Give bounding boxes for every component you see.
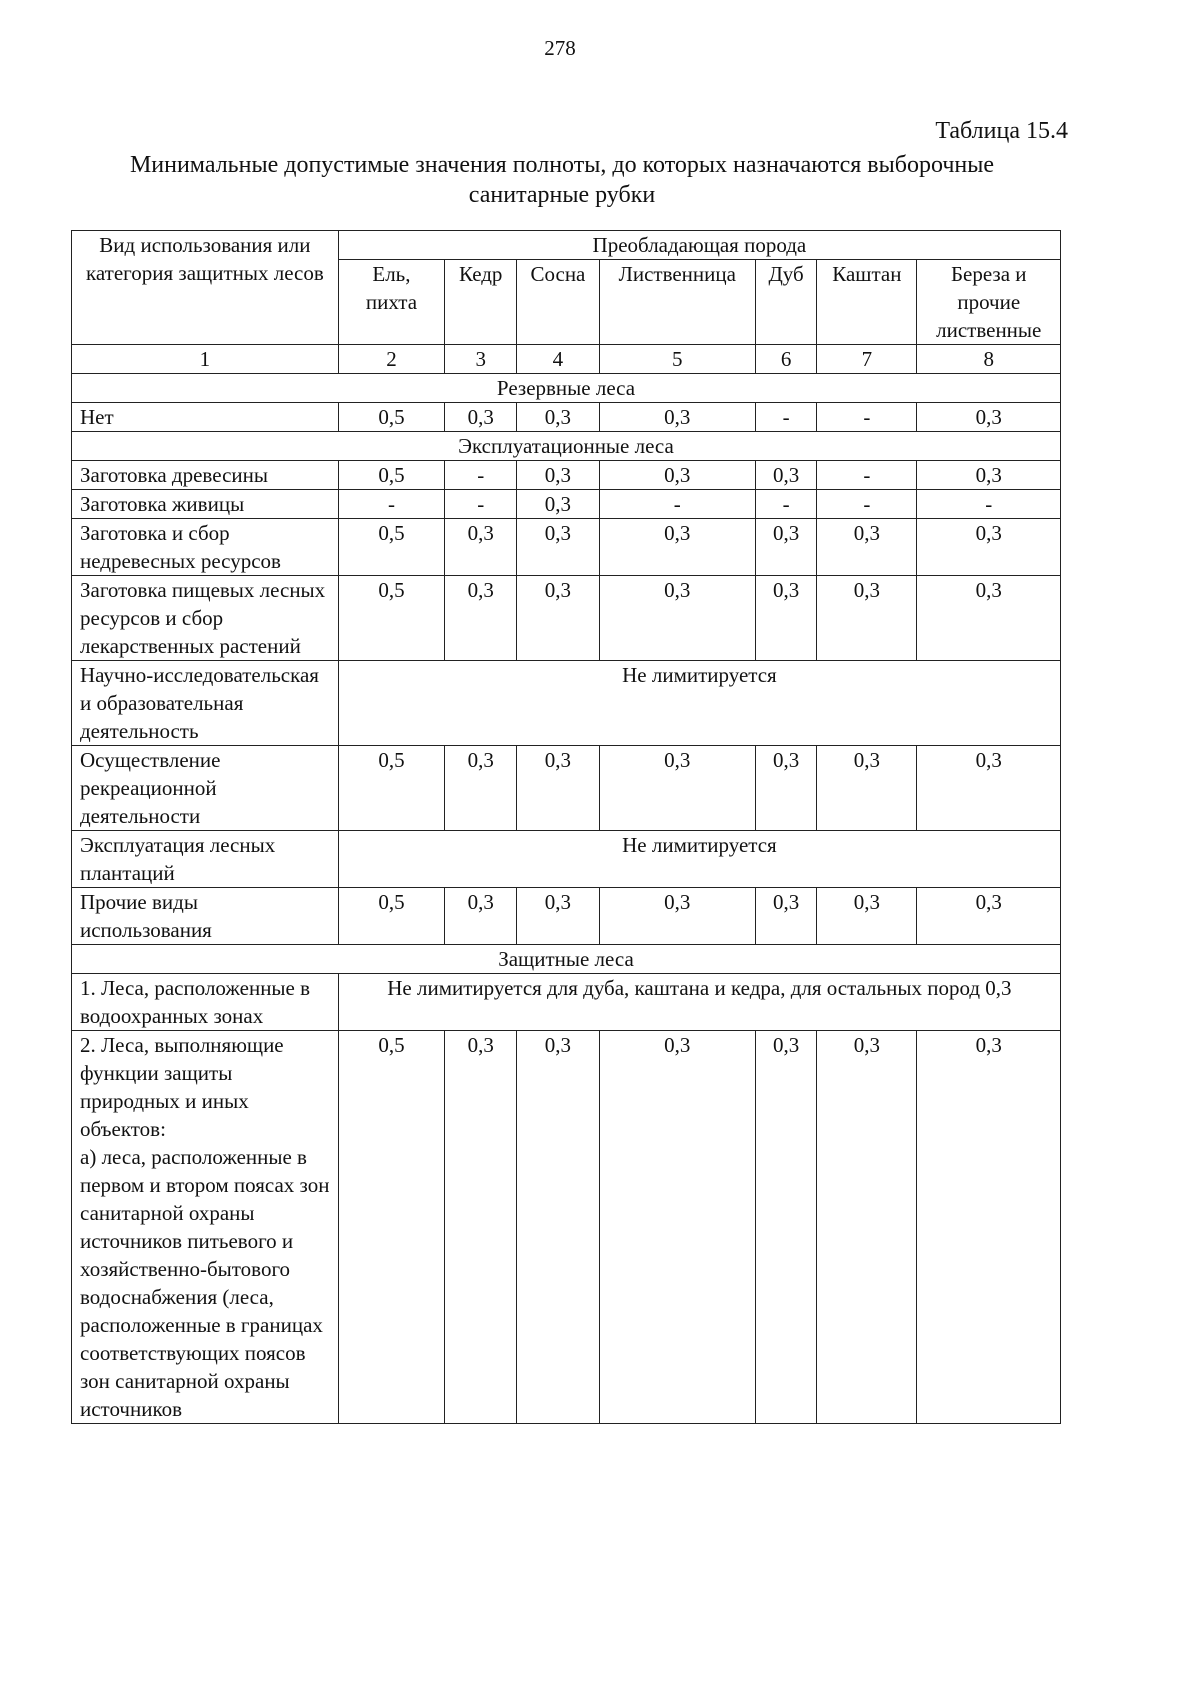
table-row <box>72 576 1061 661</box>
header-species: Береза и прочие лиственные <box>917 260 1061 345</box>
cell-value: 0,3 <box>917 1031 1061 1424</box>
cell-value: - <box>756 403 817 432</box>
column-number: 3 <box>445 345 517 374</box>
column-number: 6 <box>756 345 817 374</box>
cell-value: 0,3 <box>756 746 817 831</box>
table-row <box>72 974 1061 1031</box>
cell-value: 0,5 <box>338 1031 444 1424</box>
merged-cell-note: Не лимитируется для дуба, каштана и кедра, для остальных пород 0,3 <box>338 974 1060 1031</box>
cell-value: 0,3 <box>917 461 1061 490</box>
cell-value: 0,3 <box>599 576 755 661</box>
cell-value: 0,3 <box>917 888 1061 945</box>
cell-value: 0,5 <box>338 746 444 831</box>
section-row <box>72 374 1061 403</box>
row-label: Заготовка живицы <box>72 490 339 519</box>
row-label: Заготовка пищевых лесных ресурсов и сбор лекарственных растений <box>72 576 339 661</box>
header-species-group: Преобладающая порода <box>338 231 1060 260</box>
fullness-table <box>71 230 1061 1424</box>
cell-value: 0,5 <box>338 519 444 576</box>
table-row <box>72 888 1061 945</box>
table-row <box>72 461 1061 490</box>
cell-value: 0,3 <box>817 519 917 576</box>
cell-value: 0,3 <box>599 888 755 945</box>
cell-value: 0,3 <box>517 1031 599 1424</box>
header-species: Лиственница <box>599 260 755 345</box>
cell-value: - <box>917 490 1061 519</box>
cell-value: 0,3 <box>445 576 517 661</box>
column-number: 1 <box>72 345 339 374</box>
cell-value: 0,3 <box>517 519 599 576</box>
section-row <box>72 945 1061 974</box>
row-label: Нет <box>72 403 339 432</box>
cell-value: 0,5 <box>338 461 444 490</box>
table-title: Минимальные допустимые значения полноты, до которых назначаются выборочные санитарные рубки <box>129 152 995 208</box>
cell-value: 0,3 <box>599 461 755 490</box>
table-row <box>72 519 1061 576</box>
cell-value: 0,3 <box>817 1031 917 1424</box>
page-number: 278 <box>544 36 576 60</box>
section-exploitation-forests: Эксплуатационные леса <box>72 432 1061 461</box>
cell-value: 0,3 <box>517 490 599 519</box>
row-label <box>72 1031 339 1424</box>
cell-value: 0,3 <box>817 576 917 661</box>
cell-value: 0,3 <box>517 888 599 945</box>
cell-value: 0,3 <box>599 403 755 432</box>
cell-value: 0,3 <box>445 403 517 432</box>
cell-value: 0,3 <box>756 519 817 576</box>
cell-value: - <box>817 461 917 490</box>
header-usage-type: Вид использования или категория защитных лесов <box>72 231 339 345</box>
cell-value: 0,3 <box>756 461 817 490</box>
table-row <box>72 490 1061 519</box>
cell-value: 0,3 <box>756 1031 817 1424</box>
cell-value: 0,3 <box>445 888 517 945</box>
row-label-sub: а) леса, расположенные в первом и втором поясах зон санитарной охраны источников питьевого и хозяйственно-бытового водоснабжения (леса, расположенные в границах соответствующих поясов зон санитарной охраны источников <box>80 1145 330 1421</box>
cell-value: 0,3 <box>917 576 1061 661</box>
cell-value: - <box>817 403 917 432</box>
header-species: Кедр <box>445 260 517 345</box>
section-reserve-forests: Резервные леса <box>72 374 1061 403</box>
section-row <box>72 432 1061 461</box>
cell-value: - <box>817 490 917 519</box>
cell-value: 0,5 <box>338 888 444 945</box>
row-label: Прочие виды использования <box>72 888 339 945</box>
cell-value: 0,3 <box>599 1031 755 1424</box>
cell-value: 0,5 <box>338 576 444 661</box>
merged-cell-not-limited: Не лимитируется <box>338 831 1060 888</box>
cell-value: 0,3 <box>917 519 1061 576</box>
column-number: 2 <box>338 345 444 374</box>
row-label: Заготовка древесины <box>72 461 339 490</box>
header-species: Ель, пихта <box>338 260 444 345</box>
cell-value: 0,3 <box>599 519 755 576</box>
cell-value: 0,3 <box>817 888 917 945</box>
row-label: Научно-исследовательская и образовательная деятельность <box>72 661 339 746</box>
column-number-row <box>72 345 1061 374</box>
cell-value: - <box>445 461 517 490</box>
cell-value: 0,3 <box>599 746 755 831</box>
header-species: Сосна <box>517 260 599 345</box>
merged-cell-not-limited: Не лимитируется <box>338 661 1060 746</box>
column-number: 7 <box>817 345 917 374</box>
row-label: Осуществление рекреационной деятельности <box>72 746 339 831</box>
cell-value: - <box>445 490 517 519</box>
cell-value: 0,3 <box>445 519 517 576</box>
header-species: Каштан <box>817 260 917 345</box>
cell-value: 0,3 <box>517 576 599 661</box>
cell-value: - <box>338 490 444 519</box>
row-label: Эксплуатация лесных плантаций <box>72 831 339 888</box>
header-row-1 <box>72 231 1061 260</box>
table-row <box>72 746 1061 831</box>
table-row <box>72 1031 1061 1424</box>
row-label: 1. Леса, расположенные в водоохранных зонах <box>72 974 339 1031</box>
cell-value: - <box>756 490 817 519</box>
table-row <box>72 831 1061 888</box>
cell-value: 0,3 <box>445 746 517 831</box>
cell-value: 0,3 <box>517 746 599 831</box>
table-row <box>72 403 1061 432</box>
table-label: Таблица 15.4 <box>935 118 1068 144</box>
cell-value: 0,3 <box>517 461 599 490</box>
header-species: Дуб <box>756 260 817 345</box>
cell-value: 0,3 <box>917 746 1061 831</box>
cell-value: 0,3 <box>817 746 917 831</box>
cell-value: 0,3 <box>917 403 1061 432</box>
row-label: Заготовка и сбор недревесных ресурсов <box>72 519 339 576</box>
cell-value: 0,5 <box>338 403 444 432</box>
section-protective-forests: Защитные леса <box>72 945 1061 974</box>
table-row <box>72 661 1061 746</box>
cell-value: - <box>599 490 755 519</box>
column-number: 4 <box>517 345 599 374</box>
column-number: 5 <box>599 345 755 374</box>
row-label-main: 2. Леса, выполняющие функции защиты природных и иных объектов: <box>80 1033 284 1141</box>
cell-value: 0,3 <box>756 576 817 661</box>
cell-value: 0,3 <box>756 888 817 945</box>
cell-value: 0,3 <box>445 1031 517 1424</box>
column-number: 8 <box>917 345 1061 374</box>
cell-value: 0,3 <box>517 403 599 432</box>
